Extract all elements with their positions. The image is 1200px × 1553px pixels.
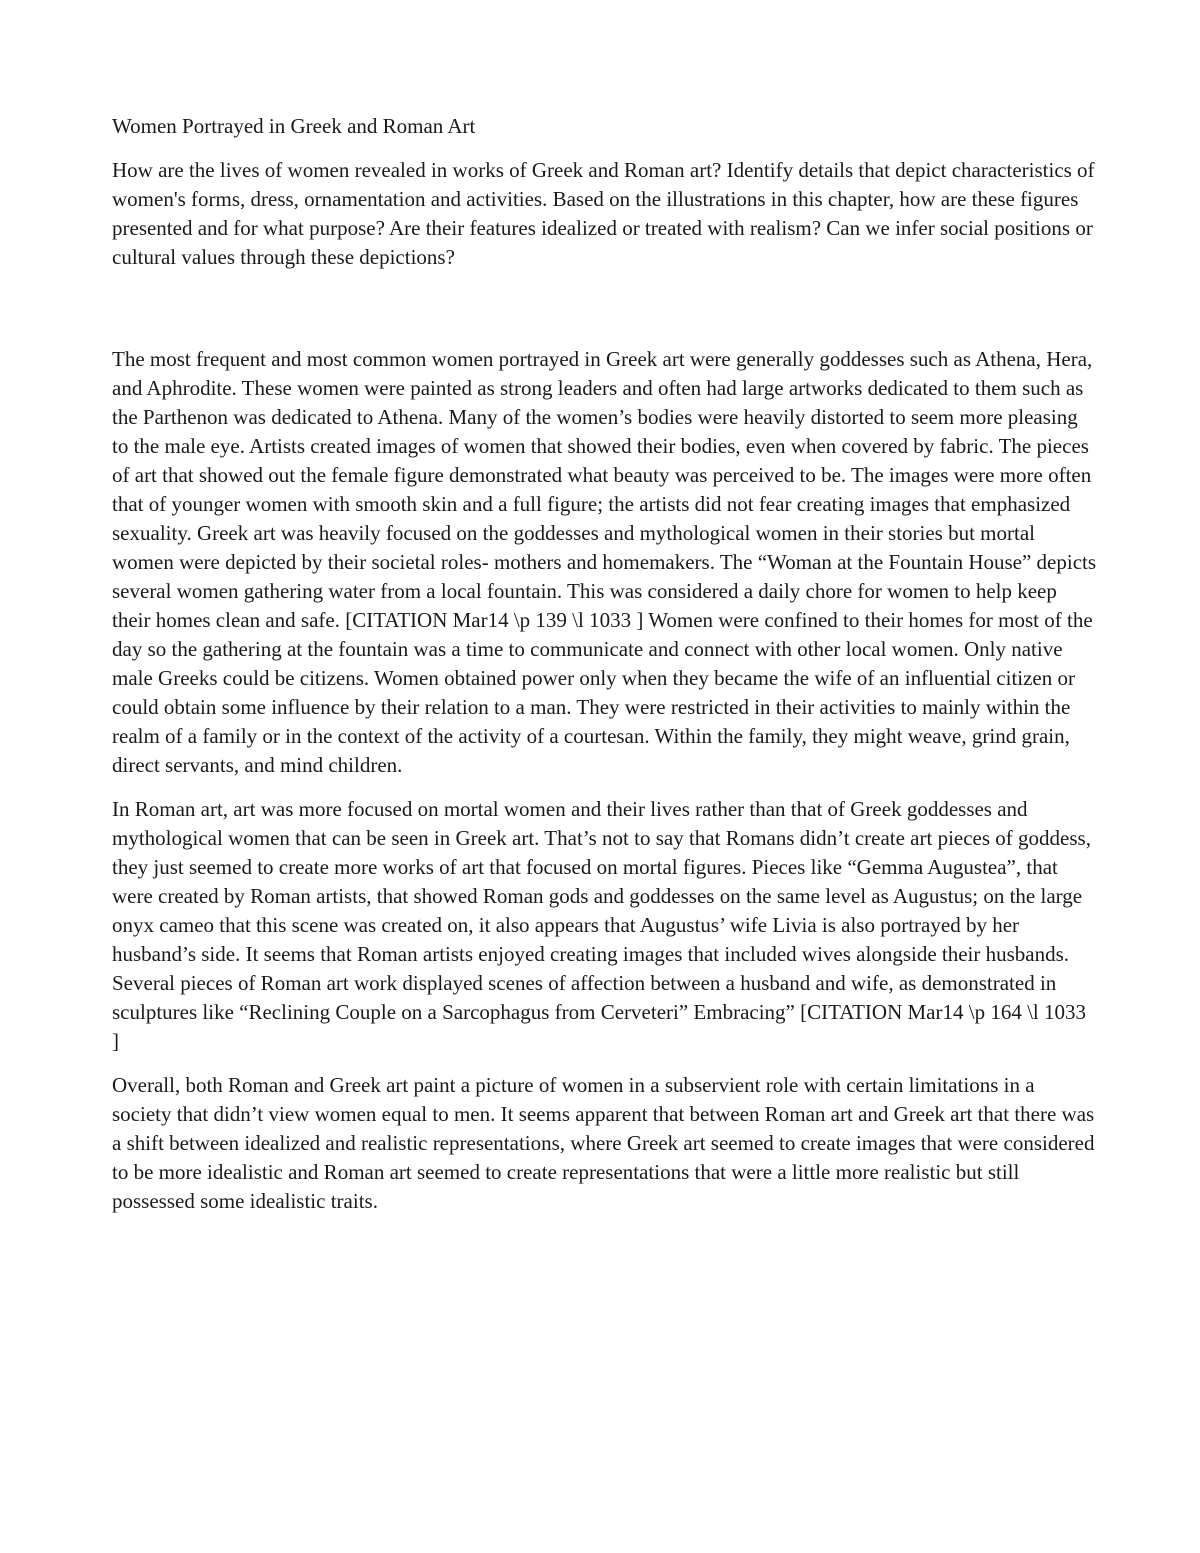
document-page [112, 112, 1097, 1231]
document-title: Women Portrayed in Greek and Roman Art [112, 114, 476, 138]
paragraph-conclusion: Overall, both Roman and Greek art paint a picture of women in a subservient role with certain limitations in a society that didn’t view women equal to men. It seems apparent that between Roman art and Greek art that there was a shift between idealized and realistic representations, where Greek art seemed to create images that were considered to be more idealistic and Roman art seemed to create representations that were a little more realistic but still possessed some idealistic traits. [112, 1073, 1095, 1213]
paragraph-greek-art: The most frequent and most common women portrayed in Greek art were generally goddesses such as Athena, Hera, and Aphrodite. These women were painted as strong leaders and often had large artworks dedicated to them such as the Parthenon was dedicated to Athena. Many of the women’s bodies were heavily distorted to seem more pleasing to the male eye. Artists created images of women that showed their bodies, even when covered by fabric. The pieces of art that showed out the female figure demonstrated what beauty was perceived to be. The images were more often that of younger women with smooth skin and a full figure; the artists did not fear creating images that emphasized sexuality. Greek art was heavily focused on the goddesses and mythological women in their stories but mortal women were depicted by their societal roles- mothers and homemakers. The “Woman at the Fountain House” depicts several women gathering water from a local fountain. This was considered a daily chore for women to help keep their homes clean and safe. [CITATION Mar14 \p 139 \l 1033 ] Women were confined to their homes for most of the day so the gathering at the fountain was a time to communicate and connect with other local women. Only native male Greeks could be citizens. Women obtained power only when they became the wife of an influential citizen or could obtain some influence by their relation to a man. They were restricted in their activities to mainly within the realm of a family or in the context of the activity of a courtesan. Within the family, they might weave, grind grain, direct servants, and mind children. [112, 347, 1097, 777]
assignment-prompt: How are the lives of women revealed in works of Greek and Roman art? Identify details that depict characteristics of women's forms, dress, ornamentation and activities. Based on the illustrations in this chapter, how are these figures presented and for what purpose? Are their features idealized or treated with realism? Can we infer social positions or cultural values through these depictions? [112, 158, 1095, 269]
paragraph-roman-art: In Roman art, art was more focused on mortal women and their lives rather than that of Greek goddesses and mythological women that can be seen in Greek art. That’s not to say that Romans didn’t create art pieces of goddess, they just seemed to create more works of art that focused on mortal figures. Pieces like “Gemma Augustea”, that were created by Roman artists, that showed Roman gods and goddesses on the same level as Augustus; on the large onyx cameo that this scene was created on, it also appears that Augustus’ wife Livia is also portrayed by her husband’s side. It seems that Roman artists enjoyed creating images that included wives alongside their husbands. Several pieces of Roman art work displayed scenes of affection between a husband and wife, as demonstrated in sculptures like “Reclining Couple on a Sarcophagus from Cerveteri” Embracing” [CITATION Mar14 \p 164 \l 1033 ] [112, 797, 1091, 1053]
